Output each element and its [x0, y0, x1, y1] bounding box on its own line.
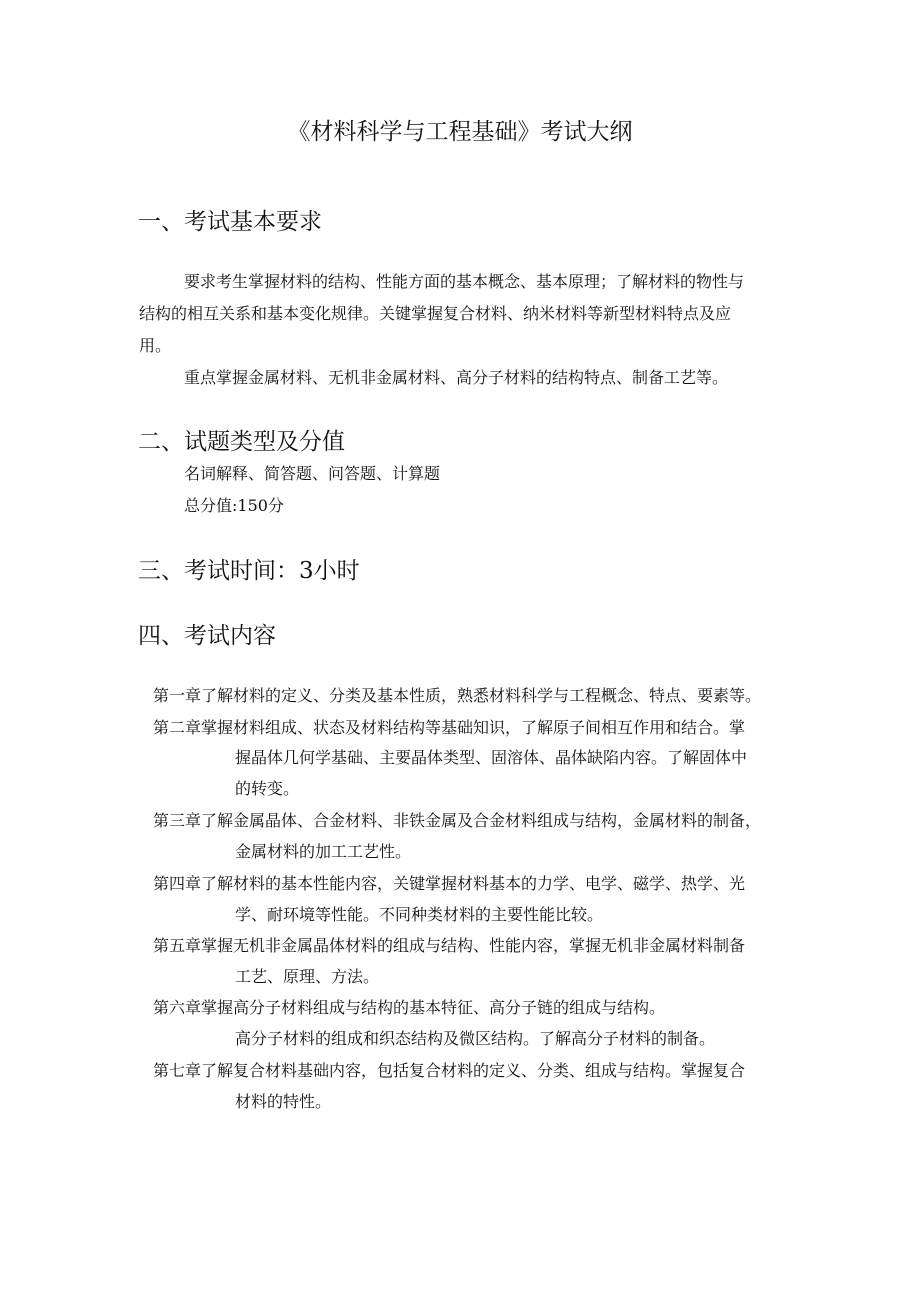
chapter-7-line2: 材料的特性。: [235, 1092, 332, 1111]
chapter-6-line1: 第六章掌握高分子材料组成与结构的基本特征、高分子链的组成与结构。: [153, 998, 666, 1017]
requirements-para1-line3: 用。: [139, 336, 172, 355]
requirements-para2-line1: 重点掌握金属材料、无机非金属材料、高分子材料的结构特点、制备工艺等。: [184, 368, 729, 387]
chapter-2-line2: 握晶体几何学基础、主要晶体类型、固溶体、晶体缺陷内容。了解固体中: [235, 748, 748, 767]
chapter-4-line1: 第四章了解材料的基本性能内容，关键掌握材料基本的力学、电学、磁学、热学、光: [153, 874, 746, 893]
chapter-2-line1: 第二章掌握材料组成、状态及材料结构等基础知识，了解原子间相互作用和结合。掌: [153, 718, 746, 737]
total-score: 总分值:150分: [184, 496, 284, 515]
section-heading-question-types: 二、试题类型及分值: [138, 429, 345, 455]
document-title: 《材料科学与工程基础》考试大纲: [287, 119, 633, 145]
section-heading-requirements: 一、考试基本要求: [138, 209, 322, 235]
chapter-2-line3: 的转变。: [235, 779, 300, 798]
chapter-7-line1: 第七章了解复合材料基础内容，包括复合材料的定义、分类、组成与结构。掌握复合: [153, 1061, 746, 1080]
section-heading-exam-content: 四、考试内容: [138, 623, 276, 649]
chapter-3-line1: 第三章了解金属晶体、合金材料、非铁金属及合金材料组成与结构，金属材料的制备，: [153, 811, 762, 830]
requirements-para1-line1: 要求考生掌握材料的结构、性能方面的基本概念、基本原理；了解材料的物性与: [184, 272, 745, 291]
chapter-5-line2: 工艺、原理、方法。: [235, 967, 380, 986]
chapter-3-line2: 金属材料的加工工艺性。: [235, 842, 412, 861]
chapter-4-line2: 学、耐环境等性能。不同种类材料的主要性能比较。: [235, 905, 604, 924]
chapter-5-line1: 第五章掌握无机非金属晶体材料的组成与结构、性能内容，掌握无机非金属材料制备: [153, 936, 746, 955]
chapter-1-line1: 第一章了解材料的定义、分类及基本性质，熟悉材料科学与工程概念、特点、要素等。: [153, 686, 762, 705]
chapter-6-line2: 高分子材料的组成和织态结构及微区结构。了解高分子材料的制备。: [235, 1029, 716, 1048]
question-types-list: 名词解释、简答题、问答题、计算题: [184, 464, 441, 483]
section-heading-exam-time: 三、考试时间：3小时: [138, 558, 360, 584]
requirements-para1-line2: 结构的相互关系和基本变化规律。关键掌握复合材料、纳米材料等新型材料特点及应: [139, 304, 732, 323]
